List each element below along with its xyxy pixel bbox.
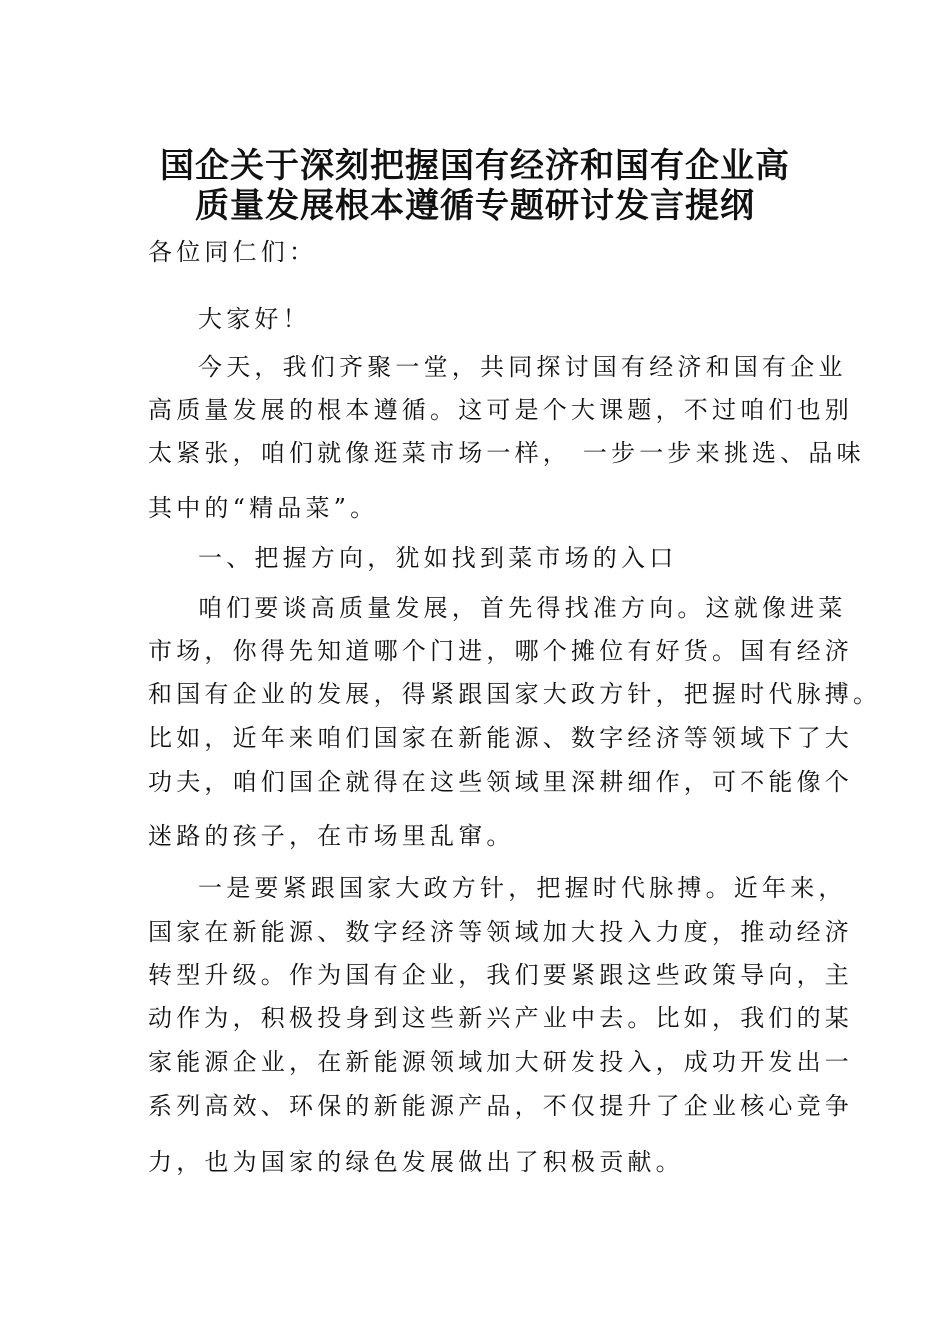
para2-line-4: 比如，近年来咱们国家在新能源、数字经济等领域下了大 bbox=[148, 724, 853, 752]
para2-line-2: 市场，你得先知道哪个门进，哪个摊位有好货。国有经济 bbox=[148, 637, 853, 665]
para1-line-3: 太紧张，咱们就像逛菜市场一样， 一步一步来挑选、品味 bbox=[148, 439, 865, 467]
para3-line-1: 一是要紧跟国家大政方针，把握时代脉搏。近年来， bbox=[198, 874, 847, 902]
para3-line-4: 动作为，积极投身到这些新兴产业中去。比如，我们的某 bbox=[148, 1004, 853, 1032]
para3-line-3: 转型升级。作为国有企业，我们要紧跟这些政策导向，主 bbox=[148, 961, 853, 989]
greeting: 大家好！ bbox=[198, 305, 311, 333]
document-title-line-1: 国企关于深刻把握国有经济和国有企业高 bbox=[160, 146, 790, 186]
para1-line-4: 其中的“精品菜”。 bbox=[148, 494, 379, 522]
para2-line-5: 功夫，咱们国企就得在这些领域里深耕细作，可不能像个 bbox=[148, 768, 853, 796]
para3-line-5: 家能源企业，在新能源领域加大研发投入，成功开发出一 bbox=[148, 1048, 853, 1076]
para2-line-3: 和国有企业的发展，得紧跟国家大政方针，把握时代脉搏。 bbox=[148, 680, 882, 708]
salutation: 各位同仁们： bbox=[148, 238, 318, 266]
para2-line-6: 迷路的孩子，在市场里乱窜。 bbox=[148, 822, 515, 850]
document-title-line-2: 质量发展根本遵循专题研讨发言提纲 bbox=[195, 186, 755, 226]
para2-line-1: 咱们要谈高质量发展，首先得找准方向。这就像进菜 bbox=[198, 594, 847, 622]
para1-line-1: 今天，我们齐聚一堂，共同探讨国有经济和国有企业 bbox=[198, 353, 847, 381]
para3-line-6: 系列高效、环保的新能源产品，不仅提升了企业核心竞争 bbox=[148, 1092, 853, 1120]
section-heading-1: 一、把握方向，犹如找到菜市场的入口 bbox=[198, 544, 678, 572]
para3-line-2: 国家在新能源、数字经济等领域加大投入力度，推动经济 bbox=[148, 918, 853, 946]
para1-line-2: 高质量发展的根本遵循。这可是个大课题，不过咱们也别 bbox=[148, 396, 853, 424]
para3-line-7: 力，也为国家的绿色发展做出了积极贡献。 bbox=[148, 1148, 684, 1176]
